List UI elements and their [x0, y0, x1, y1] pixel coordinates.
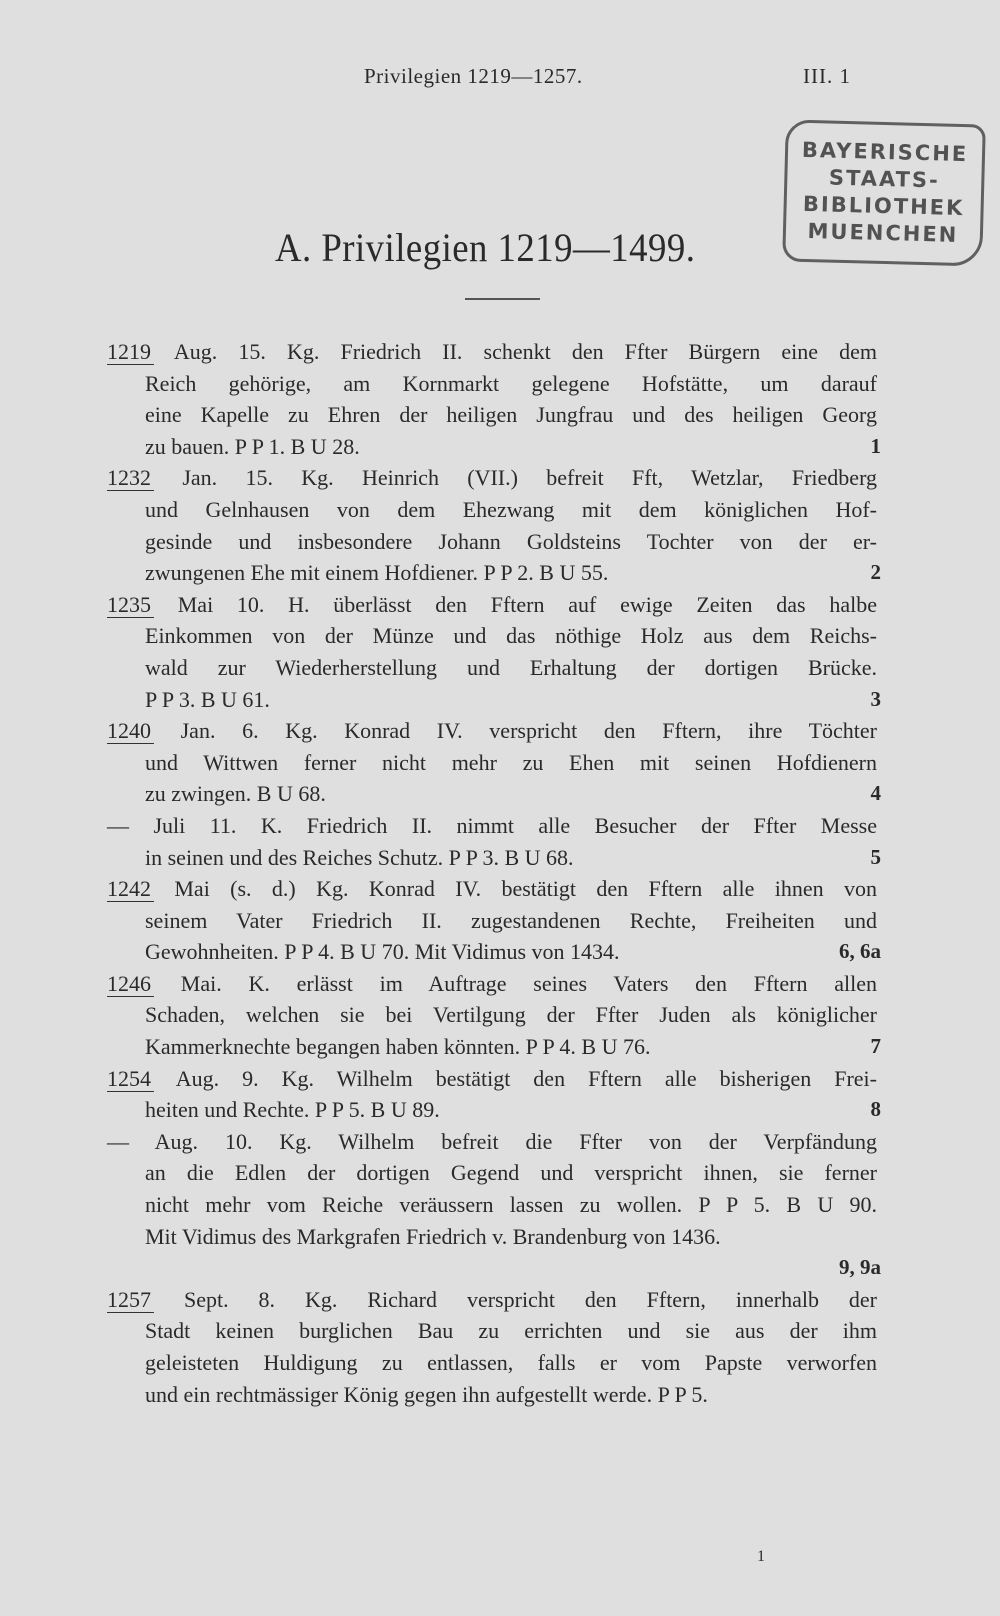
entry-number: 3	[870, 686, 881, 711]
stamp-line: BIBLIOTHEK	[802, 191, 965, 221]
entry	[107, 810, 881, 873]
entry-line: eine Kapelle zu Ehren der heiligen Jungfrau und des heiligen Georg	[145, 402, 877, 428]
entry-line: — Aug. 10. Kg. Wilhelm befreit die Ffter von der Verpfändung	[107, 1128, 877, 1154]
entry-line: P P 3. B U 61.	[145, 686, 270, 712]
entry-line: heiten und Rechte. P P 5. B U 89.	[145, 1097, 440, 1123]
entry-line: Gewohnheiten. P P 4. B U 70. Mit Vidimus von 1434.	[145, 939, 620, 965]
stamp-line: BAYERISCHE	[801, 137, 969, 167]
entry-list	[107, 336, 881, 1410]
entry-line: nicht mehr vom Reiche veräussern lassen zu wollen. P P 5. B U 90.	[145, 1192, 877, 1218]
entry-line: 1235 Mai 10. H. überlässt den Fftern auf ewige Zeiten das halbe	[107, 591, 877, 617]
section-title: A. Privilegien 1219—1499.	[275, 225, 696, 270]
entry-line: Stadt keinen burglichen Bau zu errichten und sie aus der ihm	[145, 1318, 877, 1344]
entry-year: 1257	[107, 1287, 154, 1313]
title-rule	[465, 298, 540, 300]
entry-line: in seinen und des Reiches Schutz. P P 3. B U 68.	[145, 844, 574, 870]
entry-line: zwungenen Ehe mit einem Hofdiener. P P 2. B U 55.	[145, 560, 609, 586]
entry-line: und Gelnhausen von dem Ehezwang mit dem königlichen Hof-	[145, 496, 877, 522]
entry-line: 1232 Jan. 15. Kg. Heinrich (VII.) befreit Fft, Wetzlar, Friedberg	[107, 465, 877, 491]
entry-number: 5	[870, 844, 881, 869]
entry-number: 7	[870, 1034, 881, 1059]
entry-line: Kammerknechte begangen haben könnten. P P 4. B U 76.	[145, 1034, 651, 1060]
entry-line: 1240 Jan. 6. Kg. Konrad IV. verspricht den Fftern, ihre Töchter	[107, 718, 877, 744]
entry-year: 1240	[107, 718, 154, 744]
entry-number: 8	[870, 1097, 881, 1122]
entry	[107, 1284, 877, 1410]
entry-line: gesinde und insbesondere Johann Goldsteins Tochter von der er-	[145, 528, 877, 554]
entry-line: 1242 Mai (s. d.) Kg. Konrad IV. bestätigt den Fftern alle ihnen von	[107, 876, 877, 902]
entry-number: 2	[870, 560, 881, 585]
entry	[107, 462, 881, 588]
entry-number: 6, 6a	[839, 939, 881, 964]
entry-line: 1219 Aug. 15. Kg. Friedrich II. schenkt den Ffter Bürgern eine dem	[107, 339, 877, 364]
entry	[107, 968, 881, 1063]
entry-line: und ein rechtmässiger König gegen ihn aufgestellt werde. P P 5.	[145, 1381, 708, 1407]
entry-year: 1219	[107, 339, 154, 365]
entry-year: 1235	[107, 592, 154, 618]
entry-number: 4	[870, 781, 881, 806]
entry-line: an die Edlen der dortigen Gegend und verspricht ihnen, sie ferner	[145, 1160, 877, 1186]
signature-mark: 1	[757, 1548, 765, 1565]
entry-year: 1246	[107, 971, 154, 997]
entry-line: Reich gehörige, am Kornmarkt gelegene Hofstätte, um darauf	[145, 370, 877, 396]
entry-line: — Juli 11. K. Friedrich II. nimmt alle Besucher der Ffter Messe	[107, 812, 877, 838]
entry-line: 1246 Mai. K. erlässt im Auftrage seines Vaters den Fftern allen	[107, 970, 877, 996]
entry-number: 9, 9a	[839, 1255, 881, 1280]
entry-line: wald zur Wiederherstellung und Erhaltung der dortigen Brücke.	[145, 654, 877, 680]
entry-line: geleisteten Huldigung zu entlassen, falls er vom Papste verworfen	[145, 1350, 877, 1375]
entry-line: zu zwingen. B U 68.	[145, 781, 326, 807]
library-stamp	[782, 119, 986, 266]
running-title: Privilegien 1219—1257.	[364, 64, 583, 88]
running-head	[0, 64, 1000, 94]
entry-line: Mit Vidimus des Markgrafen Friedrich v. Brandenburg von 1436.	[145, 1223, 721, 1249]
stamp-line: STAATS-	[828, 165, 941, 193]
entry-line: seinem Vater Friedrich II. zugestandenen Rechte, Freiheiten und	[145, 907, 877, 933]
entry-year: 1232	[107, 465, 154, 491]
entry-year: —	[107, 1128, 129, 1154]
entry	[107, 1126, 881, 1284]
entry	[107, 336, 881, 462]
entry-line: zu bauen. P P 1. B U 28.	[145, 433, 360, 459]
entry	[107, 873, 881, 968]
entry	[107, 1063, 881, 1126]
entry-number: 1	[870, 433, 881, 458]
entry-line: 1254 Aug. 9. Kg. Wilhelm bestätigt den Fftern alle bisherigen Frei-	[107, 1065, 877, 1091]
entry-year: 1254	[107, 1066, 154, 1092]
entry-year: —	[107, 812, 129, 838]
entry-year: 1242	[107, 876, 154, 902]
entry	[107, 589, 881, 715]
entry-line: 1257 Sept. 8. Kg. Richard verspricht den Fftern, innerhalb der	[107, 1286, 877, 1312]
entry	[107, 715, 881, 810]
folio-number: III. 1	[803, 64, 851, 88]
entry-line: Einkommen von der Münze und das nöthige Holz aus dem Reichs-	[145, 623, 877, 649]
stamp-line: MUENCHEN	[807, 219, 959, 247]
entry-line: und Wittwen ferner nicht mehr zu Ehen mit seinen Hofdienern	[145, 749, 877, 775]
entry-line: Schaden, welchen sie bei Vertilgung der Ffter Juden als königlicher	[145, 1002, 877, 1028]
